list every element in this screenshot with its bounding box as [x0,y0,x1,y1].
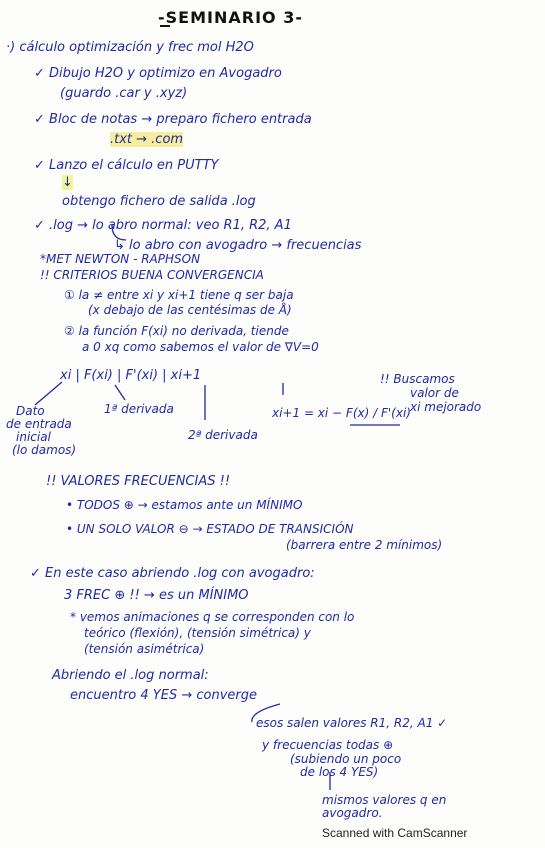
line-20: xi mejorado [410,400,482,414]
line-22: de entrada [6,417,72,431]
line-38: encuentro 4 YES → converge [70,688,257,703]
line-19: valor de [410,386,459,400]
line-3: (guardo .car y .xyz) [60,86,188,101]
line-13: ① la ≠ entre xi y xi+1 tiene q ser baja [64,288,294,302]
line-11: *MET NEWTON - RAPHSON [40,252,201,266]
line-16: a 0 xq como sabemos el valor de ∇V=0 [82,340,319,354]
line-5: .txt → .com [110,132,184,147]
line-31: (barrera entre 2 mínimos) [286,538,443,552]
line-17: xi | F(xi) | F'(xi) | xi+1 [60,368,202,383]
line-43: mismos valores q en [322,793,447,807]
line-12: !! CRITERIOS BUENA CONVERGENCIA [40,268,264,282]
line-29: • TODOS ⊕ → estamos ante un MÍNIMO [66,498,303,512]
line-44: avogadro. [322,806,383,820]
line-32: ✓ En este caso abriendo .log con avogadro: [30,566,315,581]
line-15: ② la función F(xi) no derivada, tiende [64,324,289,338]
line-23: inicial [16,430,51,444]
line-33: 3 FREC ⊕ !! → es un MÍNIMO [64,588,249,603]
line-39: esos salen valores R1, R2, A1 ✓ [256,716,448,730]
line-26: 2ª derivada [188,428,258,442]
line-30: • UN SOLO VALOR ⊖ → ESTADO DE TRANSICIÓN [66,522,354,536]
line-9: ✓ .log → lo abro normal: veo R1, R2, A1 [34,218,292,233]
line-10: ↳ lo abro con avogadro → frecuencias [114,238,362,253]
line-1: ·) cálculo optimización y frec mol H2O [6,40,254,55]
page-title: -SEMINARIO 3- [158,8,303,27]
line-8: obtengo fichero de salida .log [62,194,256,209]
line-40: y frecuencias todas ⊕ [262,738,394,752]
line-24: (lo damos) [12,443,77,457]
scanner-footer: Scanned with CamScanner [322,826,468,840]
line-36: (tensión asimétrica) [84,642,205,656]
line-7: ↓ [62,175,73,190]
line-6: ✓ Lanzo el cálculo en PUTTY [34,158,219,173]
line-18: !! Buscamos [380,372,455,386]
line-35: teórico (flexión), (tensión simétrica) y [84,626,311,640]
line-21: Dato [16,404,45,418]
line-4: ✓ Bloc de notas → preparo fichero entrada [34,112,312,127]
line-28: !! VALORES FRECUENCIAS !! [46,474,231,489]
line-41: (subiendo un poco [290,752,402,766]
line-27: xi+1 = xi − F(x) / F'(xi) [272,406,411,420]
line-37: Abriendo el .log normal: [52,668,209,683]
line-14: (x debajo de las centésimas de Å) [88,303,292,317]
line-25: 1ª derivada [104,402,174,416]
line-34: * vemos animaciones q se corresponden con lo [70,610,355,624]
line-42: de los 4 YES) [300,765,379,779]
line-2: ✓ Dibujo H2O y optimizo en Avogadro [34,66,282,81]
